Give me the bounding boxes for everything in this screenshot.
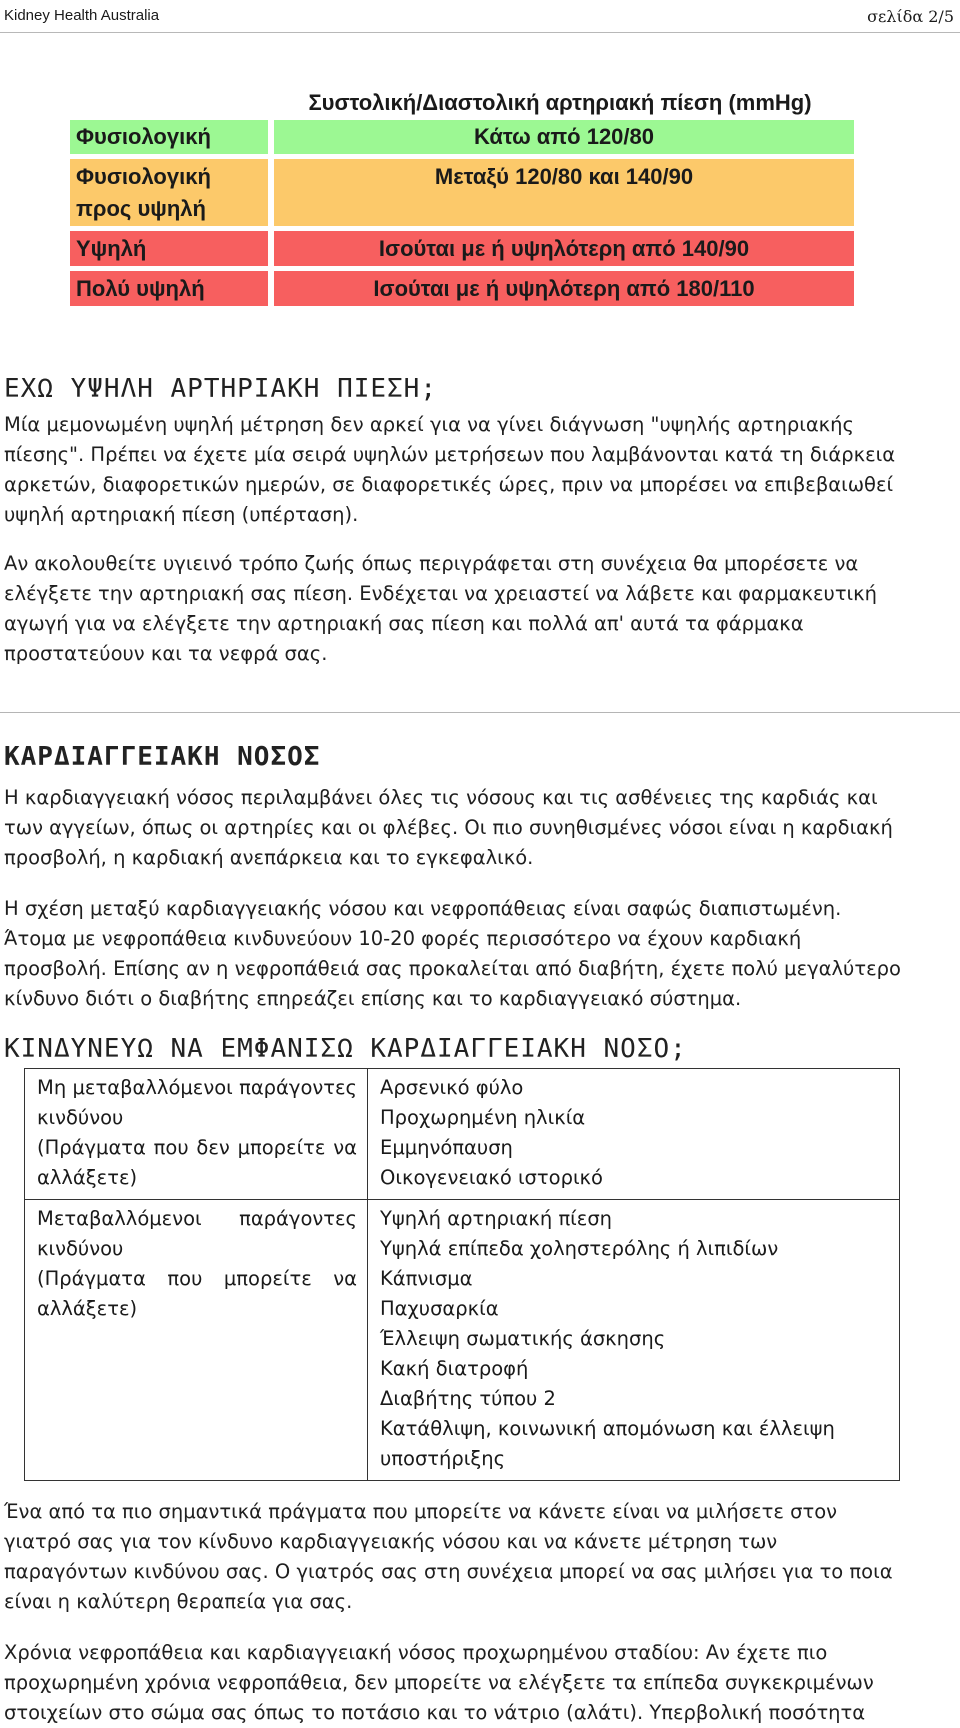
list-item: Προχωρημένη ηλικία (380, 1106, 586, 1129)
advanced-ckd-lead: Χρόνια νεφροπάθεια και καρδιαγγειακή νόσος προχωρημένου σταδίου: (4, 1641, 700, 1664)
bp-value-high-normal: Μεταξύ 120/80 και 140/90 (274, 159, 854, 226)
risk-category-label: Μη μεταβαλλόμενοι παράγοντες κινδύνου (37, 1076, 357, 1129)
risk-category-note: (Πράγματα που μπορείτε να αλλάξετε) (37, 1267, 357, 1320)
list-item: Αρσενικό φύλο (380, 1076, 524, 1099)
paragraph-talk-to-doctor: Ένα από τα πιο σημαντικά πράγματα που μπορείτε να κάνετε είναι να μιλήσετε στον γιατρό σας για τον κίνδυνο καρδιαγγειακής νόσου και να κάνετε μέτρηση των παραγόντων κινδύνου σας. Ο γιατρός σας στη συνέχεια μπορεί να σας μιλήσει για το ποια είναι η καλύτερη θεραπεία για σας. (4, 1500, 893, 1613)
bp-label-high-normal: Φυσιολογική προς υψηλή (70, 159, 268, 226)
list-item: Κατάθλιψη, κοινωνική απομόνωση και έλλειψη υποστήριξης (380, 1417, 835, 1470)
paragraph-high-bp-lifestyle: Αν ακολουθείτε υγιεινό τρόπο ζωής όπως περιγράφεται στη συνέχεια θα μπορέσετε να ελέγξετε την αρτηριακή σας πίεση. Ενδέχεται να χρειαστεί να λάβετε και φαρμακευτική αγωγή για να ελέγξετε την αρτηριακή σας πίεση και πολλά απ' αυτά τα φάρμακα προστατεύουν και τα νεφρά σας. (4, 552, 878, 665)
list-item: Οικογενειακό ιστορικό (380, 1166, 603, 1189)
paragraph-cvd-definition: Η καρδιαγγειακή νόσος περιλαμβάνει όλες τις νόσους και τις ασθένειες της καρδιάς και των αγγείων, όπως οι αρτηρίες και οι φλέβες. Οι πιο συνηθισμένες νόσοι είναι η καρδιακή προσβολή, η καρδιακή ανεπάρκεια και το εγκεφαλικό. (4, 786, 893, 869)
list-item: Έλλειψη σωματικής άσκησης (380, 1327, 666, 1350)
bp-value-very-high: Ισούται με ή υψηλότερη από 180/110 (274, 271, 854, 306)
page-header (0, 0, 960, 33)
header-org-name: Kidney Health Australia (4, 7, 160, 24)
bp-label-normal: Φυσιολογική (70, 120, 268, 154)
list-item: Κακή διατροφή (380, 1357, 529, 1380)
heading-cvd-risk: ΚΙΝΔΥΝΕΥΩ ΝΑ ΕΜΦΑΝΙΣΩ ΚΑΡΔΙΑΓΓΕΙΑΚΗ ΝΟΣΟ; (4, 1034, 687, 1064)
paragraph-high-bp-diagnosis: Μία μεμονωμένη υψηλή μέτρηση δεν αρκεί για να γίνει διάγνωση "υψηλής αρτηριακής πίεσης". Πρέπει να έχετε μία σειρά υψηλών μετρήσεων που λαμβάνονται κατά τη διάρκεια αρκετών, διαφορετικών ημερών, σε διαφορετικές ώρες, πριν να μπορέσει να επιβεβαιωθεί υψηλή αρτηριακή πίεση (υπέρταση). (4, 413, 896, 526)
risk-items-non-modifiable (368, 1069, 900, 1200)
list-item: Υψηλά επίπεδα χοληστερόλης ή λιπιδίων (380, 1237, 779, 1260)
risk-category-label: Μεταβαλλόμενοι παράγοντες κινδύνου (37, 1207, 357, 1260)
risk-items-modifiable (368, 1200, 900, 1481)
risk-category-note: (Πράγματα που δεν μπορείτε να αλλάξετε) (37, 1136, 357, 1189)
list-item: Παχυσαρκία (380, 1297, 499, 1320)
list-item: Κάπνισμα (380, 1267, 473, 1290)
list-item: Εμμηνόπαυση (380, 1136, 513, 1159)
paragraph-advanced-ckd (4, 1638, 904, 1728)
table-row (25, 1069, 900, 1200)
advanced-ckd-text: Αν έχετε πιο προχωρημένη χρόνια νεφροπάθεια, δεν μπορείτε να ελέγξετε τα επίπεδα συγκεκριμένων στοιχείων στο σώμα σας όπως το ποτάσιο και το νάτριο (αλάτι). Υπερβολική ποσότητα (4, 1641, 874, 1724)
list-item: Διαβήτης τύπου 2 (380, 1387, 556, 1410)
risk-factors-table (24, 1068, 900, 1481)
bp-label-very-high: Πολύ υψηλή (70, 271, 268, 306)
section-divider (0, 712, 960, 713)
bp-value-normal: Κάτω από 120/80 (274, 120, 854, 154)
bp-value-high: Ισούται με ή υψηλότερη από 140/90 (274, 231, 854, 266)
header-page-number: σελίδα 2/5 (867, 7, 954, 26)
heading-high-bp: ΕΧΩ ΥΨΗΛΗ ΑΡΤΗΡΙΑΚΗ ΠΙΕΣΗ; (4, 374, 437, 404)
paragraph-cvd-kidney-link: Η σχέση μεταξύ καρδιαγγειακής νόσου και νεφροπάθειας είναι σαφώς διαπιστωμένη. Άτομα με νεφροπάθεια κινδυνεύουν 10-20 φορές περισσότερο να έχουν καρδιακή προσβολή. Επίσης αν η νεφροπάθειά σας προκαλείται από διαβήτη, έχετε πολύ μεγαλύτερο κίνδυνο διότι ο διαβήτης επηρεάζει επίσης και το καρδιαγγειακό σύστημα. (4, 897, 901, 1010)
bp-label-high: Υψηλή (70, 231, 268, 266)
list-item: Υψηλή αρτηριακή πίεση (380, 1207, 613, 1230)
risk-category-non-modifiable (25, 1069, 368, 1200)
heading-cardiovascular-disease: ΚΑΡΔΙΑΓΓΕΙΑΚΗ ΝΟΣΟΣ (4, 742, 321, 772)
risk-category-modifiable (25, 1200, 368, 1481)
bp-table-title: Συστολική/Διαστολική αρτηριακή πίεση (mmHg) (308, 90, 812, 115)
table-row (25, 1200, 900, 1481)
